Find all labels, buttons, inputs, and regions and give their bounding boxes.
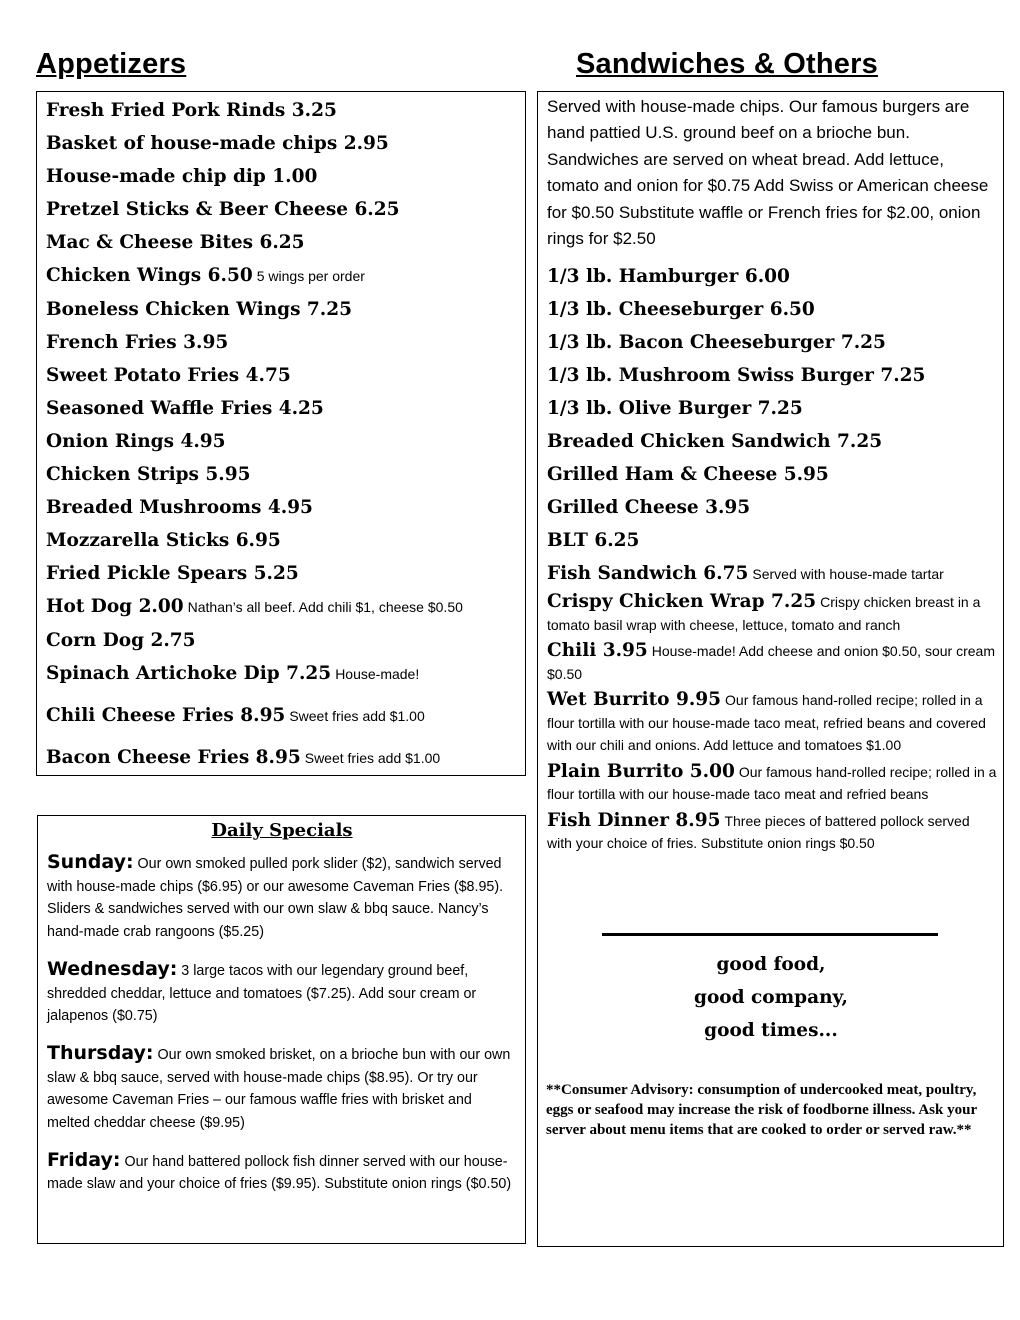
other-item [547, 591, 997, 636]
appetizer-item: House-made chip dip 1.00 [46, 166, 318, 187]
appetizer-item: Basket of house-made chips 2.95 [46, 133, 389, 154]
day-name: Sunday: [47, 851, 134, 873]
other-item [547, 689, 997, 757]
sandwiches-title: Sandwiches & Others [576, 48, 878, 80]
sandwich-item: Fish Sandwich 6.75 Served with house-made tartar [547, 563, 944, 585]
appetizer-item: Hot Dog 2.00 Nathan’s all beef. Add chili $1, cheese $0.50 [46, 596, 463, 617]
appetizer-item: Chicken Wings 6.50 5 wings per order [46, 265, 365, 286]
appetizer-item: Fresh Fried Pork Rinds 3.25 [46, 100, 337, 121]
sandwich-item: 1/3 lb. Bacon Cheeseburger 7.25 [547, 332, 886, 354]
appetizer-item: Sweet Potato Fries 4.75 [46, 365, 291, 386]
sandwich-item: BLT 6.25 [547, 530, 640, 552]
appetizer-note: 5 wings per order [256, 268, 365, 284]
appetizer-item: Breaded Mushrooms 4.95 [46, 497, 313, 518]
other-item-note: Our famous hand-rolled recipe; rolled in a flour tortilla with our house-made taco meat and refried beans [547, 763, 997, 803]
special-thursday [47, 1042, 517, 1135]
appetizer-item: French Fries 3.95 [46, 332, 229, 353]
appetizer-item: Boneless Chicken Wings 7.25 [46, 299, 352, 320]
other-item-note: Three pieces of battered pollock served with your choice of fries. Substitute onion rings $0.50 [547, 812, 970, 852]
day-description: Our hand battered pollock fish dinner served with our house-made slaw and your choice of fries ($9.95). Substitute onion rings ($0.50) [47, 1153, 512, 1193]
day-name: Thursday: [47, 1041, 154, 1064]
day-name: Friday: [47, 1148, 121, 1171]
sandwich-item: Grilled Ham & Cheese 5.95 [547, 464, 829, 486]
special-sunday [47, 851, 517, 944]
appetizer-item: Chili Cheese Fries 8.95 Sweet fries add $1.00 [46, 705, 425, 726]
appetizer-item: Mac & Cheese Bites 6.25 [46, 232, 305, 253]
appetizer-note: Sweet fries add $1.00 [289, 708, 425, 724]
appetizer-note: House-made! [335, 666, 420, 682]
sandwich-item: 1/3 lb. Mushroom Swiss Burger 7.25 [547, 365, 926, 387]
sandwich-item: 1/3 lb. Olive Burger 7.25 [547, 398, 803, 420]
appetizer-item: Corn Dog 2.75 [46, 630, 196, 651]
consumer-advisory: **Consumer Advisory: consumption of undercooked meat, poultry, eggs or seafood may increase the risk of foodborne illness. Ask your server about menu items that are cooked to order or served raw.** [546, 1082, 977, 1138]
tagline-line: good times... [704, 1020, 838, 1041]
day-description: Our own smoked brisket, on a brioche bun with our own slaw & bbq sauce, served with house-made chips ($8.95). Or try our awesome Caveman Fries – our famous waffle fries with brisket and melted cheddar cheese ($9.95) [47, 1046, 511, 1132]
other-item-note: Crispy chicken breast in a tomato basil wrap with cheese, lettuce, tomato and ranch [547, 594, 981, 633]
other-item-note: House-made! Add cheese and onion $0.50, sour cream $0.50 [547, 643, 995, 682]
appetizer-item: Onion Rings 4.95 [46, 431, 226, 452]
appetizer-item: Bacon Cheese Fries 8.95 Sweet fries add $1.00 [46, 747, 441, 768]
appetizer-item: Seasoned Waffle Fries 4.25 [46, 398, 324, 419]
tagline-line: good company, [694, 987, 848, 1008]
day-description: Our own smoked pulled pork slider ($2), sandwich served with house-made chips ($6.95) or our awesome Caveman Fries ($8.95). Sliders & sandwiches served with our own slaw & bbq sauce. Nancy’s hand-made crab rangoons ($5.25) [47, 856, 504, 941]
appetizer-item: Chicken Strips 5.95 [46, 464, 251, 485]
other-item [547, 640, 997, 685]
special-wednesday [47, 958, 517, 1028]
special-friday [47, 1149, 517, 1196]
appetizers-box [36, 91, 526, 776]
sandwich-item: Breaded Chicken Sandwich 7.25 [547, 431, 883, 453]
other-item [547, 761, 997, 806]
appetizer-note: Nathan’s all beef. Add chili $1, cheese $0.50 [187, 599, 463, 615]
tagline-line: good food, [716, 954, 826, 975]
appetizer-item: Spinach Artichoke Dip 7.25 House-made! [46, 663, 420, 684]
appetizer-item: Mozzarella Sticks 6.95 [46, 530, 281, 551]
other-item-name: Plain Burrito 5.00 [547, 760, 735, 782]
divider-line [602, 933, 938, 936]
sandwiches-intro: Served with house-made chips. Our famous burgers are hand pattied U.S. ground beef on a brioche bun. Sandwiches are served on wheat bread. Add lettuce, tomato and onion for $0.75 Add Swiss or American cheese for $0.50 Substitute waffle or French fries for $2.00, onion rings for $2.50 [547, 97, 989, 249]
sandwich-item: 1/3 lb. Hamburger 6.00 [547, 266, 790, 288]
sandwich-item: 1/3 lb. Cheeseburger 6.50 [547, 299, 815, 321]
day-name: Wednesday: [47, 957, 178, 980]
appetizer-item: Fried Pickle Spears 5.25 [46, 563, 299, 584]
other-item-name: Fish Dinner 8.95 [547, 809, 721, 831]
daily-specials-title: Daily Specials [211, 820, 353, 841]
other-item-name: Crispy Chicken Wrap 7.25 [547, 591, 817, 613]
other-item-note: Our famous hand-rolled recipe; rolled in a flour tortilla with our house-made taco meat, refried beans and covered with our chili and onions. Add lettuce and tomatoes $1.00 [547, 692, 986, 754]
sandwich-note: Served with house-made tartar [752, 566, 944, 583]
daily-specials-box [37, 815, 526, 1244]
sandwich-item: Grilled Cheese 3.95 [547, 497, 751, 519]
tagline [538, 948, 1004, 1047]
day-description: 3 large tacos with our legendary ground beef, shredded cheddar, lettuce and tomatoes ($7.25). Add sour cream or jalapenos ($0.75) [47, 962, 477, 1025]
appetizers-title: Appetizers [36, 48, 187, 80]
other-item-name: Wet Burrito 9.95 [547, 689, 722, 711]
other-item [547, 810, 997, 855]
sandwiches-box [537, 91, 1004, 1247]
appetizer-note: Sweet fries add $1.00 [304, 750, 441, 766]
appetizer-item: Pretzel Sticks & Beer Cheese 6.25 [46, 199, 400, 220]
other-item-name: Chili 3.95 [547, 640, 648, 662]
